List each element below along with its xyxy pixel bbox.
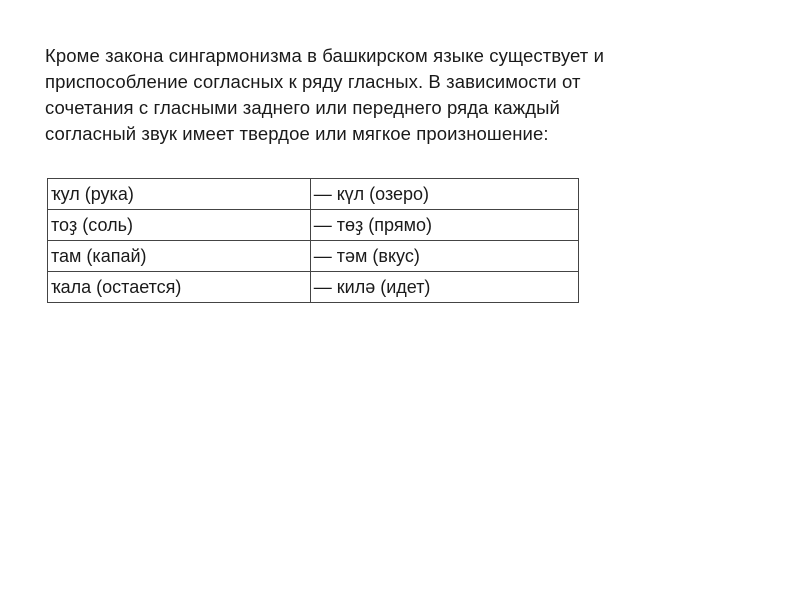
table-row xyxy=(48,210,579,241)
intro-line: Кроме закона сингармонизма в башкирском языке существует и xyxy=(45,45,605,66)
table-row xyxy=(48,241,579,272)
soft-word-cell: — төҙ (прямо) xyxy=(310,210,578,241)
intro-line: согласный звук имеет твердое или мягкое произношение: xyxy=(45,123,549,144)
soft-word-cell: — тәм (вкус) xyxy=(310,241,578,272)
hard-word-cell: там (капай) xyxy=(48,241,311,272)
intro-paragraph xyxy=(45,43,765,147)
soft-word-cell: — күл (озеро) xyxy=(310,179,578,210)
soft-word-cell: — килә (идет) xyxy=(310,272,578,303)
hard-word-cell: ҡала (остается) xyxy=(48,272,311,303)
hard-word-cell: ҡул (рука) xyxy=(48,179,311,210)
intro-line: приспособление согласных к ряду гласных. В зависимости от xyxy=(45,71,581,92)
table-row xyxy=(48,272,579,303)
intro-line: сочетания с гласными заднего или переднего ряда каждый xyxy=(45,97,560,118)
hard-word-cell: тоҙ (соль) xyxy=(48,210,311,241)
table-row xyxy=(48,179,579,210)
word-pairs-table xyxy=(47,178,579,303)
